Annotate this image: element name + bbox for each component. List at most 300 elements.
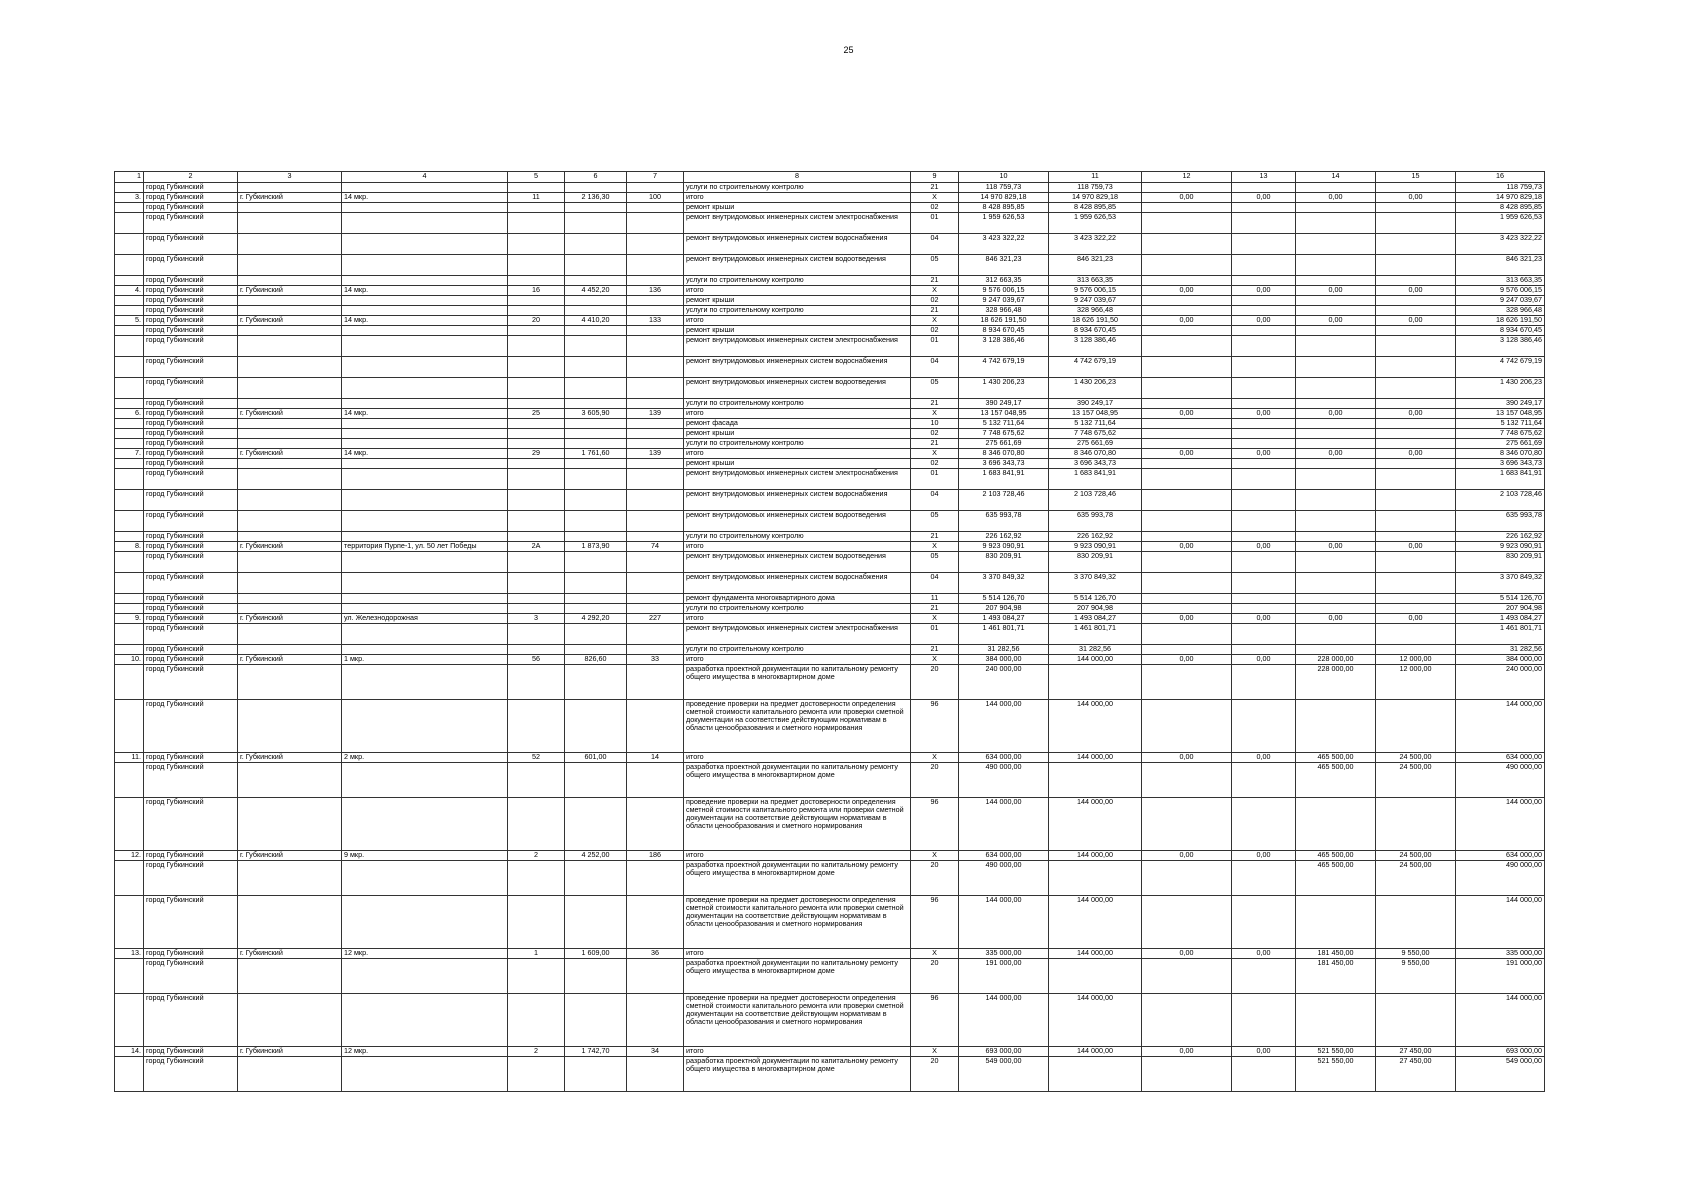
cell-col-16: 144 000,00 <box>1456 896 1545 949</box>
cell-col-9: 21 <box>911 183 959 193</box>
cell-col-4 <box>342 439 508 449</box>
cell-col-12 <box>1142 203 1232 213</box>
cell-col-2: город Губкинский <box>144 490 238 511</box>
cell-col-13 <box>1232 798 1296 851</box>
cell-col-14 <box>1296 336 1376 357</box>
cell-col-8: проведение проверки на предмет достоверности определения сметной стоимости капитального ремонта или проверки сметной документации на соответствие действующим нормативам в области ценообразования и сметного нормирования <box>684 700 911 753</box>
cell-col-10: 8 428 895,85 <box>959 203 1049 213</box>
cell-col-10: 1 461 801,71 <box>959 624 1049 645</box>
cell-col-15: 27 450,00 <box>1376 1047 1456 1057</box>
column-header-11: 11 <box>1049 172 1142 183</box>
cell-col-13 <box>1232 296 1296 306</box>
cell-col-8: итого <box>684 316 911 326</box>
cell-col-1 <box>115 429 144 439</box>
cell-col-6 <box>565 419 627 429</box>
cell-col-1: 12. <box>115 851 144 861</box>
cell-col-13 <box>1232 234 1296 255</box>
cell-col-8: услуги по строительному контролю <box>684 645 911 655</box>
cell-col-2: город Губкинский <box>144 439 238 449</box>
cell-col-16: 9 576 006,15 <box>1456 286 1545 296</box>
cell-col-1 <box>115 399 144 409</box>
column-header-row <box>115 172 1545 183</box>
cell-col-8: услуги по строительному контролю <box>684 604 911 614</box>
cell-col-6 <box>565 399 627 409</box>
cell-col-2: город Губкинский <box>144 949 238 959</box>
cell-col-14: 228 000,00 <box>1296 665 1376 700</box>
cell-col-6 <box>565 645 627 655</box>
cell-col-8: ремонт внутридомовых инженерных систем водоотведения <box>684 511 911 532</box>
cell-col-11: 830 209,91 <box>1049 552 1142 573</box>
cell-col-4 <box>342 700 508 753</box>
cell-col-7 <box>627 594 684 604</box>
cell-col-2: город Губкинский <box>144 1047 238 1057</box>
cell-col-8: ремонт внутридомовых инженерных систем электроснабжения <box>684 336 911 357</box>
cell-col-10: 830 209,91 <box>959 552 1049 573</box>
cell-col-9: 20 <box>911 959 959 994</box>
cell-col-12 <box>1142 798 1232 851</box>
cell-col-8: разработка проектной документации по капитальному ремонту общего имущества в многоквартирном доме <box>684 1057 911 1092</box>
cell-col-7 <box>627 469 684 490</box>
cell-col-1 <box>115 994 144 1047</box>
cell-col-7 <box>627 552 684 573</box>
cell-col-5: 11 <box>508 193 565 203</box>
cell-col-15: 24 500,00 <box>1376 851 1456 861</box>
cell-col-1 <box>115 700 144 753</box>
cell-col-12 <box>1142 469 1232 490</box>
cell-col-7 <box>627 357 684 378</box>
table-row-total <box>115 655 1545 665</box>
cell-col-12: 0,00 <box>1142 655 1232 665</box>
cell-col-14: 521 550,00 <box>1296 1057 1376 1092</box>
cell-col-8: итого <box>684 614 911 624</box>
cell-col-9: 04 <box>911 573 959 594</box>
cell-col-5 <box>508 306 565 316</box>
cell-col-1 <box>115 326 144 336</box>
cell-col-9: 21 <box>911 645 959 655</box>
cell-col-4: 12 мкр. <box>342 1047 508 1057</box>
cell-col-1: 9. <box>115 614 144 624</box>
cell-col-10: 635 993,78 <box>959 511 1049 532</box>
cell-col-6 <box>565 255 627 276</box>
cell-col-2: город Губкинский <box>144 753 238 763</box>
cell-col-11: 31 282,56 <box>1049 645 1142 655</box>
cell-col-13 <box>1232 532 1296 542</box>
cell-col-9: 01 <box>911 624 959 645</box>
cell-col-8: итого <box>684 286 911 296</box>
cell-col-4 <box>342 357 508 378</box>
cell-col-6 <box>565 357 627 378</box>
cell-col-9: 02 <box>911 326 959 336</box>
cell-col-3 <box>238 532 342 542</box>
cell-col-6: 3 605,90 <box>565 409 627 419</box>
cell-col-9: 04 <box>911 234 959 255</box>
cell-col-11: 8 428 895,85 <box>1049 203 1142 213</box>
cell-col-8: ремонт внутридомовых инженерных систем водоснабжения <box>684 490 911 511</box>
cell-col-2: город Губкинский <box>144 614 238 624</box>
cell-col-10: 2 103 728,46 <box>959 490 1049 511</box>
cell-col-6 <box>565 336 627 357</box>
cell-col-1 <box>115 439 144 449</box>
cell-col-14: 465 500,00 <box>1296 753 1376 763</box>
cell-col-4 <box>342 896 508 949</box>
cell-col-7 <box>627 203 684 213</box>
cell-col-9: 20 <box>911 861 959 896</box>
cell-col-14 <box>1296 594 1376 604</box>
cell-col-1: 13. <box>115 949 144 959</box>
cell-col-11: 5 514 126,70 <box>1049 594 1142 604</box>
cell-col-8: ремонт фасада <box>684 419 911 429</box>
cell-col-7 <box>627 429 684 439</box>
cell-col-6 <box>565 296 627 306</box>
cell-col-3 <box>238 469 342 490</box>
cell-col-11 <box>1049 665 1142 700</box>
cell-col-7: 14 <box>627 753 684 763</box>
cell-col-16: 3 696 343,73 <box>1456 459 1545 469</box>
cell-col-2: город Губкинский <box>144 316 238 326</box>
cell-col-16: 549 000,00 <box>1456 1057 1545 1092</box>
cell-col-5 <box>508 573 565 594</box>
cell-col-12 <box>1142 490 1232 511</box>
cell-col-12: 0,00 <box>1142 193 1232 203</box>
cell-col-4: 14 мкр. <box>342 286 508 296</box>
column-header-4: 4 <box>342 172 508 183</box>
cell-col-10: 31 282,56 <box>959 645 1049 655</box>
column-header-13: 13 <box>1232 172 1296 183</box>
cell-col-6 <box>565 459 627 469</box>
cell-col-8: итого <box>684 193 911 203</box>
cell-col-14: 0,00 <box>1296 614 1376 624</box>
table-row <box>115 296 1545 306</box>
table-row-total <box>115 542 1545 552</box>
cell-col-3 <box>238 861 342 896</box>
cell-col-7 <box>627 296 684 306</box>
cell-col-13: 0,00 <box>1232 949 1296 959</box>
cell-col-14 <box>1296 469 1376 490</box>
cell-col-5: 16 <box>508 286 565 296</box>
cell-col-8: итого <box>684 1047 911 1057</box>
cell-col-14: 0,00 <box>1296 409 1376 419</box>
cell-col-2: город Губкинский <box>144 573 238 594</box>
cell-col-8: ремонт крыши <box>684 326 911 336</box>
cell-col-5: 25 <box>508 409 565 419</box>
cell-col-12 <box>1142 604 1232 614</box>
cell-col-16: 328 966,48 <box>1456 306 1545 316</box>
cell-col-7: 227 <box>627 614 684 624</box>
cell-col-16: 3 128 386,46 <box>1456 336 1545 357</box>
cell-col-7 <box>627 665 684 700</box>
cell-col-6 <box>565 203 627 213</box>
cell-col-13 <box>1232 552 1296 573</box>
cell-col-15 <box>1376 429 1456 439</box>
cell-col-4 <box>342 994 508 1047</box>
cell-col-3 <box>238 665 342 700</box>
cell-col-1 <box>115 255 144 276</box>
cell-col-13 <box>1232 336 1296 357</box>
cell-col-4 <box>342 399 508 409</box>
cell-col-2: город Губкинский <box>144 763 238 798</box>
cell-col-5 <box>508 511 565 532</box>
cell-col-5: 2А <box>508 542 565 552</box>
cell-col-14 <box>1296 296 1376 306</box>
cell-col-3: г. Губкинский <box>238 316 342 326</box>
table-row-total <box>115 851 1545 861</box>
column-header-10: 10 <box>959 172 1049 183</box>
cell-col-4 <box>342 861 508 896</box>
cell-col-12 <box>1142 357 1232 378</box>
cell-col-3 <box>238 255 342 276</box>
cell-col-14 <box>1296 994 1376 1047</box>
cell-col-8: проведение проверки на предмет достоверности определения сметной стоимости капитального ремонта или проверки сметной документации на соответствие действующим нормативам в области ценообразования и сметного нормирования <box>684 798 911 851</box>
cell-col-15 <box>1376 798 1456 851</box>
cell-col-5: 1 <box>508 949 565 959</box>
cell-col-10: 118 759,73 <box>959 183 1049 193</box>
cell-col-2: город Губкинский <box>144 296 238 306</box>
cell-col-6 <box>565 429 627 439</box>
cell-col-2: город Губкинский <box>144 959 238 994</box>
cell-col-2: город Губкинский <box>144 594 238 604</box>
cell-col-1: 10. <box>115 655 144 665</box>
cell-col-5: 52 <box>508 753 565 763</box>
cell-col-9: 21 <box>911 439 959 449</box>
cell-col-15 <box>1376 203 1456 213</box>
cell-col-11: 1 959 626,53 <box>1049 213 1142 234</box>
cell-col-1 <box>115 336 144 357</box>
cell-col-12 <box>1142 213 1232 234</box>
cell-col-14: 181 450,00 <box>1296 949 1376 959</box>
cell-col-15 <box>1376 419 1456 429</box>
cell-col-10: 5 132 711,64 <box>959 419 1049 429</box>
cell-col-14: 0,00 <box>1296 542 1376 552</box>
table-row <box>115 378 1545 399</box>
table-row <box>115 183 1545 193</box>
cell-col-9: 96 <box>911 798 959 851</box>
cell-col-3 <box>238 203 342 213</box>
cell-col-15 <box>1376 490 1456 511</box>
cell-col-2: город Губкинский <box>144 409 238 419</box>
cell-col-1: 3. <box>115 193 144 203</box>
cell-col-5 <box>508 959 565 994</box>
cell-col-7 <box>627 336 684 357</box>
cell-col-4 <box>342 573 508 594</box>
cell-col-11 <box>1049 763 1142 798</box>
cell-col-12 <box>1142 439 1232 449</box>
table-row <box>115 490 1545 511</box>
cell-col-6 <box>565 234 627 255</box>
cell-col-9: 04 <box>911 357 959 378</box>
cell-col-9: X <box>911 286 959 296</box>
column-header-2: 2 <box>144 172 238 183</box>
cell-col-10: 846 321,23 <box>959 255 1049 276</box>
capital-repair-table <box>114 171 1545 1092</box>
cell-col-9: 05 <box>911 511 959 532</box>
table-row <box>115 573 1545 594</box>
cell-col-5: 56 <box>508 655 565 665</box>
cell-col-3 <box>238 490 342 511</box>
cell-col-2: город Губкинский <box>144 532 238 542</box>
cell-col-9: X <box>911 851 959 861</box>
cell-col-14: 181 450,00 <box>1296 959 1376 994</box>
cell-col-4: 1 мкр. <box>342 655 508 665</box>
cell-col-2: город Губкинский <box>144 994 238 1047</box>
cell-col-6: 601,00 <box>565 753 627 763</box>
cell-col-9: 01 <box>911 469 959 490</box>
cell-col-11: 118 759,73 <box>1049 183 1142 193</box>
cell-col-15 <box>1376 645 1456 655</box>
cell-col-14 <box>1296 203 1376 213</box>
table-row <box>115 645 1545 655</box>
cell-col-15: 0,00 <box>1376 409 1456 419</box>
cell-col-8: ремонт внутридомовых инженерных систем водоснабжения <box>684 573 911 594</box>
cell-col-14 <box>1296 459 1376 469</box>
cell-col-1 <box>115 459 144 469</box>
cell-col-5 <box>508 213 565 234</box>
cell-col-15 <box>1376 357 1456 378</box>
cell-col-11: 4 742 679,19 <box>1049 357 1142 378</box>
cell-col-8: итого <box>684 449 911 459</box>
cell-col-14: 465 500,00 <box>1296 861 1376 896</box>
cell-col-15 <box>1376 399 1456 409</box>
cell-col-16: 144 000,00 <box>1456 798 1545 851</box>
cell-col-7: 34 <box>627 1047 684 1057</box>
cell-col-1: 11. <box>115 753 144 763</box>
cell-col-15 <box>1376 573 1456 594</box>
cell-col-11: 846 321,23 <box>1049 255 1142 276</box>
cell-col-11: 144 000,00 <box>1049 949 1142 959</box>
cell-col-15 <box>1376 459 1456 469</box>
table-row <box>115 469 1545 490</box>
cell-col-8: услуги по строительному контролю <box>684 183 911 193</box>
cell-col-8: разработка проектной документации по капитальному ремонту общего имущества в многоквартирном доме <box>684 665 911 700</box>
cell-col-1 <box>115 959 144 994</box>
table-row <box>115 861 1545 896</box>
cell-col-11: 14 970 829,18 <box>1049 193 1142 203</box>
cell-col-2: город Губкинский <box>144 604 238 614</box>
cell-col-3: г. Губкинский <box>238 753 342 763</box>
cell-col-1 <box>115 469 144 490</box>
cell-col-16: 144 000,00 <box>1456 994 1545 1047</box>
cell-col-14 <box>1296 326 1376 336</box>
cell-col-16: 1 461 801,71 <box>1456 624 1545 645</box>
cell-col-5 <box>508 594 565 604</box>
cell-col-13 <box>1232 255 1296 276</box>
cell-col-2: город Губкинский <box>144 511 238 532</box>
cell-col-14 <box>1296 419 1376 429</box>
cell-col-2: город Губкинский <box>144 665 238 700</box>
table-row-total <box>115 409 1545 419</box>
cell-col-5: 2 <box>508 851 565 861</box>
cell-col-2: город Губкинский <box>144 552 238 573</box>
cell-col-16: 313 663,35 <box>1456 276 1545 286</box>
cell-col-2: город Губкинский <box>144 851 238 861</box>
cell-col-4 <box>342 234 508 255</box>
cell-col-2: город Губкинский <box>144 183 238 193</box>
cell-col-12 <box>1142 573 1232 594</box>
page-number: 25 <box>843 45 854 55</box>
cell-col-14 <box>1296 532 1376 542</box>
cell-col-16: 31 282,56 <box>1456 645 1545 655</box>
cell-col-10: 390 249,17 <box>959 399 1049 409</box>
cell-col-10: 144 000,00 <box>959 896 1049 949</box>
cell-col-13 <box>1232 511 1296 532</box>
cell-col-12 <box>1142 552 1232 573</box>
cell-col-16: 118 759,73 <box>1456 183 1545 193</box>
cell-col-1 <box>115 594 144 604</box>
column-header-15: 15 <box>1376 172 1456 183</box>
cell-col-11 <box>1049 959 1142 994</box>
cell-col-6 <box>565 624 627 645</box>
cell-col-12 <box>1142 594 1232 604</box>
cell-col-12: 0,00 <box>1142 409 1232 419</box>
cell-col-4 <box>342 213 508 234</box>
cell-col-5 <box>508 552 565 573</box>
cell-col-14 <box>1296 213 1376 234</box>
cell-col-9: 96 <box>911 896 959 949</box>
cell-col-16: 846 321,23 <box>1456 255 1545 276</box>
cell-col-9: X <box>911 949 959 959</box>
cell-col-6 <box>565 183 627 193</box>
cell-col-10: 3 696 343,73 <box>959 459 1049 469</box>
cell-col-9: 21 <box>911 532 959 542</box>
cell-col-5 <box>508 296 565 306</box>
cell-col-7: 186 <box>627 851 684 861</box>
cell-col-12: 0,00 <box>1142 542 1232 552</box>
cell-col-1: 6. <box>115 409 144 419</box>
cell-col-3: г. Губкинский <box>238 1047 342 1057</box>
table-row-total <box>115 614 1545 624</box>
cell-col-3: г. Губкинский <box>238 286 342 296</box>
cell-col-5 <box>508 896 565 949</box>
cell-col-9: X <box>911 753 959 763</box>
cell-col-10: 335 000,00 <box>959 949 1049 959</box>
cell-col-16: 335 000,00 <box>1456 949 1545 959</box>
cell-col-4 <box>342 469 508 490</box>
cell-col-5 <box>508 203 565 213</box>
cell-col-15 <box>1376 378 1456 399</box>
cell-col-3: г. Губкинский <box>238 193 342 203</box>
table-row <box>115 336 1545 357</box>
cell-col-11: 13 157 048,95 <box>1049 409 1142 419</box>
cell-col-10: 1 959 626,53 <box>959 213 1049 234</box>
cell-col-9: X <box>911 614 959 624</box>
cell-col-13 <box>1232 399 1296 409</box>
cell-col-5 <box>508 399 565 409</box>
cell-col-15 <box>1376 255 1456 276</box>
cell-col-13 <box>1232 700 1296 753</box>
cell-col-13: 0,00 <box>1232 1047 1296 1057</box>
cell-col-3: г. Губкинский <box>238 851 342 861</box>
cell-col-12 <box>1142 1057 1232 1092</box>
cell-col-2: город Губкинский <box>144 429 238 439</box>
cell-col-1 <box>115 306 144 316</box>
cell-col-9: 20 <box>911 665 959 700</box>
cell-col-9: X <box>911 542 959 552</box>
cell-col-7 <box>627 861 684 896</box>
cell-col-2: город Губкинский <box>144 896 238 949</box>
cell-col-12 <box>1142 378 1232 399</box>
cell-col-10: 9 247 039,67 <box>959 296 1049 306</box>
cell-col-15: 12 000,00 <box>1376 665 1456 700</box>
cell-col-10: 1 493 084,27 <box>959 614 1049 624</box>
cell-col-13 <box>1232 896 1296 949</box>
cell-col-3 <box>238 357 342 378</box>
cell-col-16: 3 423 322,22 <box>1456 234 1545 255</box>
cell-col-14 <box>1296 234 1376 255</box>
cell-col-3 <box>238 594 342 604</box>
cell-col-10: 1 683 841,91 <box>959 469 1049 490</box>
cell-col-11: 144 000,00 <box>1049 896 1142 949</box>
cell-col-2: город Губкинский <box>144 203 238 213</box>
cell-col-9: 11 <box>911 594 959 604</box>
